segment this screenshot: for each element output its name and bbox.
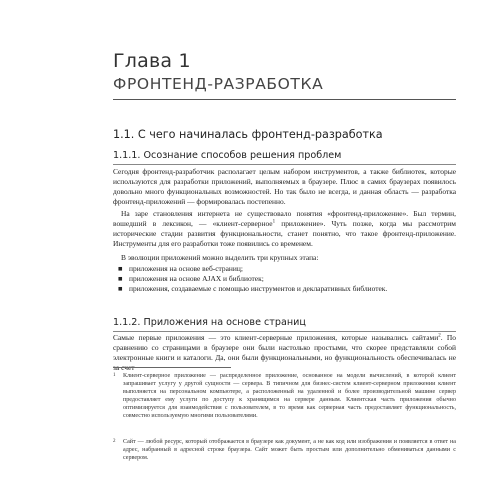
- footnote-rule: [113, 367, 231, 368]
- paragraph-history-rest: приложение». Чуть позже, когда мы рассмотрим исторические стадии развития функциональности, станет понятно, что такое фронтенд-приложение. Инструменты для его разработки тоже появились со временем.: [113, 219, 456, 249]
- footnote-text: Сайт — любой ресурс, который отображается в браузере как документ, а не как код или изображения и появляется в ответ на адрес, набранный в адресной строке браузера. Сайт может быть простым или дополнительно обмениваться данными с сервером.: [123, 439, 456, 462]
- paragraph-pages-text: Самые первые приложения — это клиент-серверные приложения, которые назывались сайтами: [113, 333, 439, 342]
- list-item-text: приложения, создаваемые с помощью инструментов и декларативных библиотек.: [129, 284, 388, 294]
- paragraph-history: [113, 209, 456, 249]
- subsection-heading-1: 1.1.1. Осознание способов решения проблем: [113, 150, 342, 161]
- chapter-rule: [113, 99, 456, 100]
- list-item-text: приложения на основе веб-страниц;: [129, 264, 243, 273]
- list-item-text: приложения на основе AJAX и библиотек;: [129, 274, 264, 284]
- paragraph-intro: Сегодня фронтенд-разработчик располагает целым набором инструментов, а также библиотек, которые используются для разработки приложений, выполняемых в браузере. Плюс в самих браузерах появилось довольно много функциональных возможностей. Но так было не всегда, и данная область — разработка фронтенд-приложений — формировалась постепенно.: [113, 167, 456, 207]
- footnote-ref-2: 2: [438, 333, 441, 339]
- stages-list: [113, 264, 456, 294]
- footnote-number: 2: [113, 439, 116, 444]
- footnote-text: Клиент-серверное приложение — распределенное приложение, основанное на модели вычислений, в которой клиент запрашивает услугу у другой сущности — сервера. В типичном для бизнес-систем клиент-серверном приложении клиент выполняется на персональном компьютере, а расположенный на удаленной и более производительной машине сервер предоставляет ему услуги по доступу к хранящимся на сервере данным. Клиентская часть приложения обычно оптимизируется для взаимодействия с пользователем, в то время как серверная часть предоставляет функциональность, совместно используемую многими пользователями.: [123, 373, 456, 420]
- bullet-icon: ■: [118, 284, 123, 294]
- paragraph-history-text: На заре становления интернета не существовало понятия «фронтенд-приложение». Был термин, вошедший в лексикон, — «клиент-серверное: [113, 209, 456, 229]
- list-item: [113, 274, 456, 284]
- chapter-number: Глава 1: [113, 50, 191, 72]
- bullet-icon: ■: [118, 264, 123, 273]
- bullet-icon: ■: [118, 274, 123, 284]
- footnote-ref-1: 1: [272, 219, 276, 225]
- list-item: [113, 284, 456, 294]
- subsection-rule-1: [113, 164, 456, 165]
- chapter-title: ФРОНТЕНД-РАЗРАБОТКА: [113, 75, 324, 93]
- list-item: [113, 264, 456, 274]
- paragraph-stages: В эволюции приложений можно выделить три крупных этапа:: [121, 253, 319, 262]
- section-heading: 1.1. С чего начиналась фронтенд-разработка: [113, 128, 383, 141]
- footnote-1: [113, 372, 456, 421]
- subsection-rule-2: [113, 331, 456, 332]
- footnote-2: [113, 438, 456, 462]
- paragraph-pages-rest: . По сравнению со страницами в браузере они были настолько простыми, что скорее представляли собой электронные книги и каталоги. Да, они были функциональными, но функциональность обеспечивалась не: [113, 333, 456, 363]
- subsection-heading-2: 1.1.2. Приложения на основе страниц: [113, 317, 306, 328]
- footnote-number: 1: [113, 373, 116, 378]
